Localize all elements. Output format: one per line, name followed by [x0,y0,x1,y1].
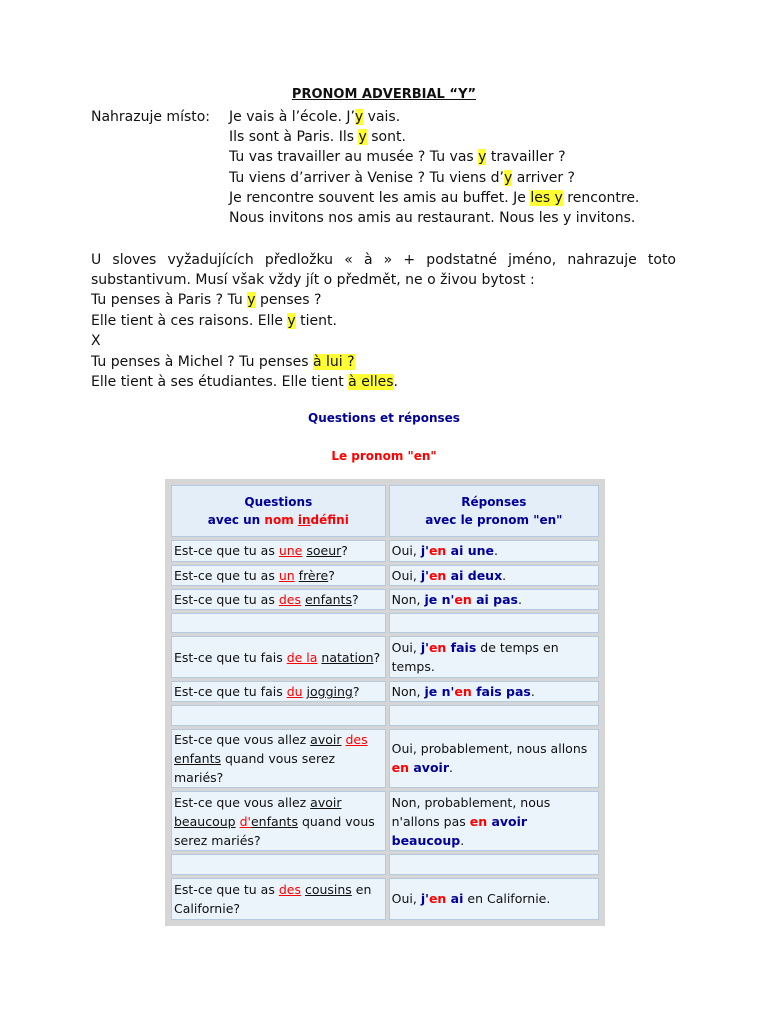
answer-cell: Oui, probablement, nous allons en avoir. [389,729,599,788]
question-cell: Est-ce que tu as un frère? [171,565,386,586]
usage-line: Tu penses à Paris ? Tu y penses ? [91,292,322,308]
answer-cell: Oui, j'en ai en Californie. [389,878,599,920]
table-row [171,589,599,610]
usage-line: Elle tient à ses étudiantes. Elle tient à elles. [91,374,398,390]
spacer-row [171,613,599,633]
table-row [171,878,599,920]
question-cell: Est-ce que vous allez avoir des enfants quand vous serez mariés? [171,729,386,788]
table-row [171,636,599,678]
answer-cell: Oui, j'en ai une. [389,540,599,561]
empty-cell [171,705,386,725]
table-row [171,791,599,851]
empty-cell [389,705,599,725]
usage-line: Tu penses à Michel ? Tu penses à lui ? [91,354,355,370]
empty-cell [389,854,599,874]
header-answers: Réponses avec le pronom "en" [389,485,599,537]
section-heading: Questions et réponses [308,411,460,425]
usage-line: X [91,333,101,349]
question-cell: Est-ce que tu as des cousins en Californie? [171,878,386,920]
answer-cell: Non, je n'en fais pas. [389,681,599,702]
question-cell: Est-ce que tu fais du jogging? [171,681,386,702]
answer-cell: Non, je n'en ai pas. [389,589,599,610]
empty-cell [389,613,599,633]
spacer-row [171,854,599,874]
header-questions: Questions avec un nom indéfini [171,485,386,537]
example-line: Je vais à l’école. J’y vais. [229,109,401,125]
question-cell: Est-ce que tu as des enfants? [171,589,386,610]
empty-cell [171,613,386,633]
table-row [171,729,599,788]
example-line: Nous invitons nos amis au restaurant. Nous les y invitons. [229,210,636,226]
subheading: Le pronom "en" [331,449,437,463]
intro-label: Nahrazuje místo: [91,109,211,125]
example-line: Tu viens d’arriver à Venise ? Tu viens d’y arriver ? [229,170,575,186]
qa-table [165,479,605,926]
table-row [171,565,599,586]
question-cell: Est-ce que tu fais de la natation? [171,636,386,678]
example-line: Tu vas travailler au musée ? Tu vas y travailler ? [229,149,566,165]
question-cell: Est-ce que vous allez avoir beaucoup d'enfants quand vous serez mariés? [171,791,386,851]
rule-paragraph: U sloves vyžadujících předložku « à » + podstatné jméno, nahrazuje toto substantivum. Musí však vždy jít o předmět, ne o živou bytost : [91,252,676,288]
empty-cell [171,854,386,874]
page-title: PRONOM ADVERBIAL “Y” [291,87,477,102]
spacer-row [171,705,599,725]
answer-cell: Oui, j'en ai deux. [389,565,599,586]
answer-cell: Oui, j'en fais de temps en temps. [389,636,599,678]
question-cell: Est-ce que tu as une soeur? [171,540,386,561]
answer-cell: Non, probablement, nous n'allons pas en avoir beaucoup. [389,791,599,851]
usage-line: Elle tient à ces raisons. Elle y tient. [91,313,337,329]
example-line: Ils sont à Paris. Ils y sont. [229,129,406,145]
table-row [171,681,599,702]
example-line: Je rencontre souvent les amis au buffet. Je les y rencontre. [229,190,640,206]
table-row [171,540,599,561]
